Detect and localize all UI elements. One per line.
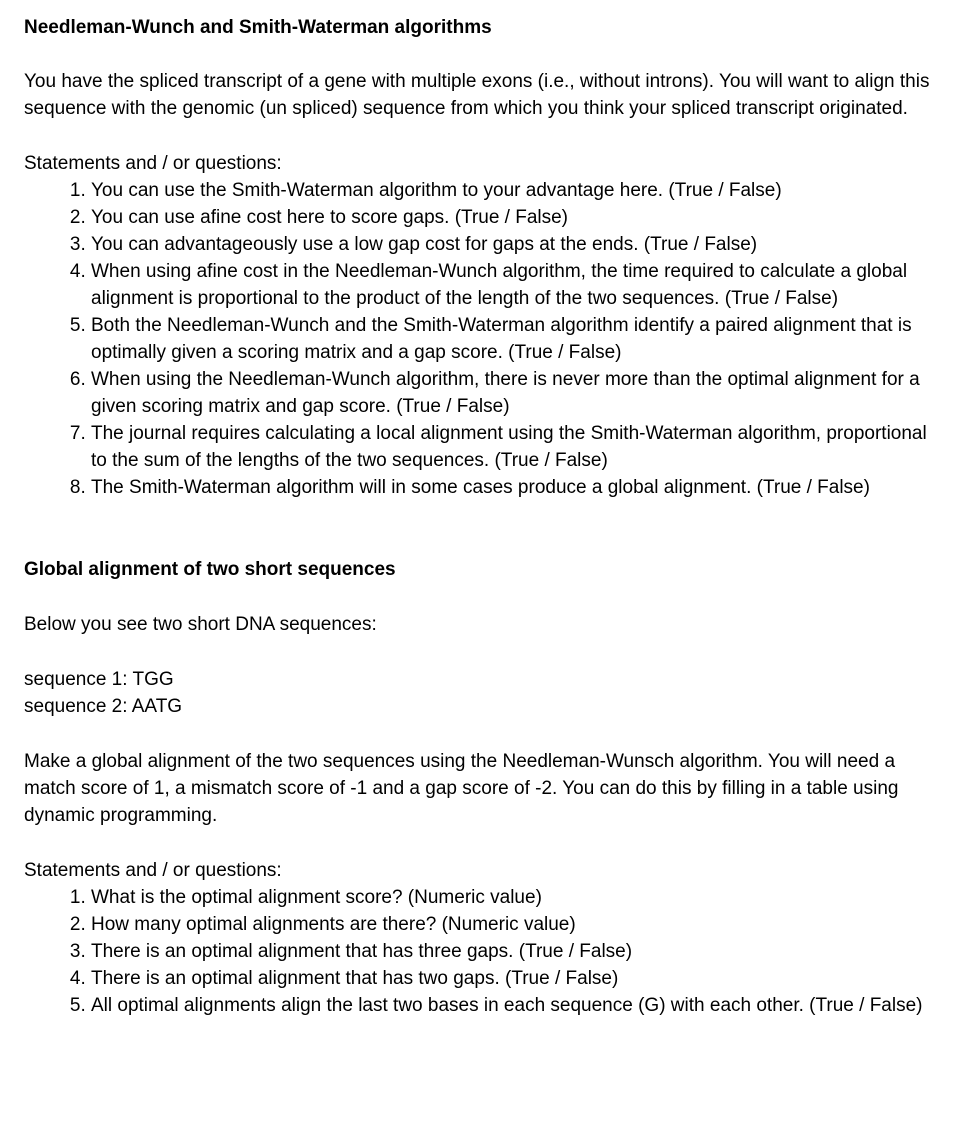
document-page: [24, 14, 939, 1019]
section1-question-6: 6. When using the Needleman-Wunch algorithm, there is never more than the optimal alignment for a given scoring matrix and gap score. (True / False): [91, 366, 939, 420]
section1-question-2: 2. You can use afine cost here to score gaps. (True / False): [91, 204, 939, 231]
section2-title: Global alignment of two short sequences: [24, 559, 396, 580]
section2-task: Make a global alignment of the two sequences using the Needleman-Wunsch algorithm. You will need a match score of 1, a mismatch score of -1 and a gap score of -2. You can do this by filling in a table using dynamic programming.: [24, 751, 899, 826]
section2-statements-label: Statements and / or questions:: [24, 860, 282, 881]
section1-intro: You have the spliced transcript of a gene with multiple exons (i.e., without introns). You will want to align this sequence with the genomic (un spliced) sequence from which you think your spliced transcript originated.: [24, 71, 930, 119]
section2-question-4: 4. There is an optimal alignment that has two gaps. (True / False): [91, 965, 939, 992]
section1-title: Needleman-Wunch and Smith-Waterman algorithms: [24, 17, 492, 38]
section2-question-list: [24, 884, 939, 1019]
section2-question-3: 3. There is an optimal alignment that has three gaps. (True / False): [91, 938, 939, 965]
section1-question-4: 4. When using afine cost in the Needleman-Wunch algorithm, the time required to calculate a global alignment is proportional to the product of the length of the two sequences. (True / False): [91, 258, 939, 312]
sequence-2: sequence 2: AATG: [24, 696, 183, 717]
sequence-1: sequence 1: TGG: [24, 669, 174, 690]
section2-question-2: 2. How many optimal alignments are there? (Numeric value): [91, 911, 939, 938]
section1-statements-label: Statements and / or questions:: [24, 153, 282, 174]
section1-question-5: 5. Both the Needleman-Wunch and the Smith-Waterman algorithm identify a paired alignment that is optimally given a scoring matrix and a gap score. (True / False): [91, 312, 939, 366]
section2-intro: Below you see two short DNA sequences:: [24, 614, 377, 635]
section1-question-7: 7. The journal requires calculating a local alignment using the Smith-Waterman algorithm, proportional to the sum of the lengths of the two sequences. (True / False): [91, 420, 939, 474]
section2-question-5: 5. All optimal alignments align the last two bases in each sequence (G) with each other. (True / False): [91, 992, 939, 1019]
section1-question-1: 1. You can use the Smith-Waterman algorithm to your advantage here. (True / False): [91, 177, 939, 204]
section1-question-3: 3. You can advantageously use a low gap cost for gaps at the ends. (True / False): [91, 231, 939, 258]
section1-question-8: 8. The Smith-Waterman algorithm will in some cases produce a global alignment. (True / False): [91, 474, 939, 501]
section1-question-list: [24, 177, 939, 501]
section2-question-1: 1. What is the optimal alignment score? (Numeric value): [91, 884, 939, 911]
